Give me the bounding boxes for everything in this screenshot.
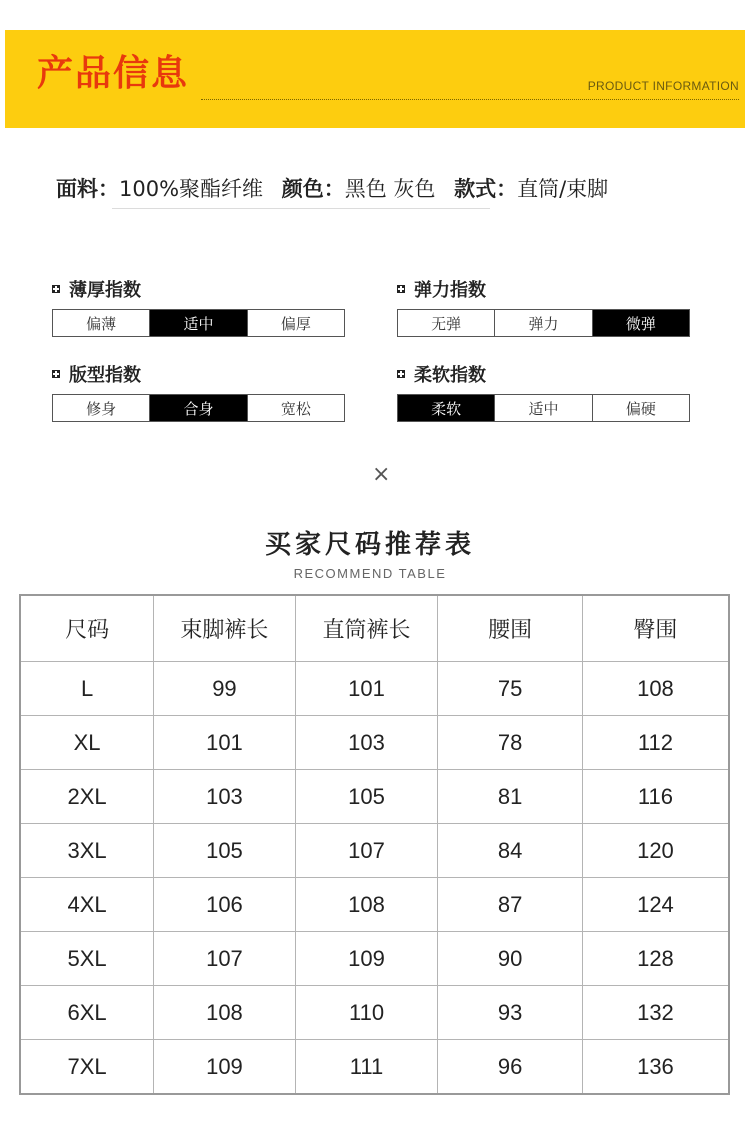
table-cell: 93 (438, 986, 583, 1040)
table-cell: 112 (582, 716, 729, 770)
fit-option: 宽松 (247, 395, 344, 421)
table-cell: 5XL (20, 932, 154, 986)
softness-index-label: 柔软指数 (414, 365, 486, 386)
thickness-option: 偏薄 (86, 314, 117, 333)
thickness-index-label: 薄厚指数 (69, 280, 141, 301)
table-cell: XL (20, 716, 154, 770)
softness-index (397, 362, 690, 422)
table-cell: 6XL (20, 986, 154, 1040)
table-cell: 108 (582, 662, 729, 716)
table-cell: 105 (295, 770, 438, 824)
table-cell: 132 (582, 986, 729, 1040)
table-cell: L (20, 662, 154, 716)
table-cell: 103 (295, 716, 438, 770)
table-cell: 84 (438, 824, 583, 878)
fit-index (52, 362, 345, 422)
fabric-label: 面料： (56, 177, 119, 201)
thickness-option: 偏厚 (247, 310, 344, 336)
table-cell: 128 (582, 932, 729, 986)
table-cell: 116 (582, 770, 729, 824)
header-size: 尺码 (20, 595, 154, 662)
table-row (20, 824, 729, 878)
elasticity-index (397, 277, 690, 337)
softness-option: 偏硬 (592, 395, 689, 421)
table-cell: 75 (438, 662, 583, 716)
table-cell: 136 (582, 1040, 729, 1095)
table-cell: 7XL (20, 1040, 154, 1095)
fit-option: 修身 (86, 399, 117, 418)
banner-title: 产品信息 (37, 53, 190, 94)
table-cell: 87 (438, 878, 583, 932)
elasticity-option: 无弹 (431, 314, 462, 333)
table-cell: 4XL (20, 878, 154, 932)
fit-option: 合身 (149, 395, 246, 421)
table-cell: 2XL (20, 770, 154, 824)
table-cell: 96 (438, 1040, 583, 1095)
softness-option: 柔软 (398, 395, 494, 421)
table-cell: 120 (582, 824, 729, 878)
header-straight-length: 直筒裤长 (295, 595, 438, 662)
color-value: 黑色 灰色 (344, 177, 436, 201)
table-cell: 110 (295, 986, 438, 1040)
table-row (20, 662, 729, 716)
table-cell: 99 (154, 662, 296, 716)
table-cell: 109 (154, 1040, 296, 1095)
thickness-index (52, 277, 345, 337)
table-cell: 105 (154, 824, 296, 878)
size-table (19, 594, 730, 1095)
recommend-title: 买家尺码推荐表 (264, 530, 475, 560)
specs-underline (112, 208, 490, 209)
table-cell: 90 (438, 932, 583, 986)
style-label: 款式： (454, 177, 518, 201)
fabric-value: 100%聚酯纤维 (119, 177, 264, 201)
table-cell: 107 (154, 932, 296, 986)
table-row (20, 1040, 729, 1095)
plus-square-icon (397, 370, 405, 378)
plus-square-icon (397, 285, 405, 293)
table-cell: 81 (438, 770, 583, 824)
header-hip: 臀围 (582, 595, 729, 662)
table-row (20, 986, 729, 1040)
color-label: 颜色： (281, 177, 345, 201)
table-cell: 101 (154, 716, 296, 770)
softness-scale (397, 394, 690, 422)
times-symbol: × (372, 462, 391, 487)
fit-index-label: 版型指数 (69, 365, 141, 386)
table-cell: 109 (295, 932, 438, 986)
fit-scale (52, 394, 345, 422)
table-cell: 3XL (20, 824, 154, 878)
table-cell: 108 (295, 878, 438, 932)
size-table-header-row (20, 595, 729, 662)
elasticity-option: 弹力 (494, 310, 591, 336)
table-cell: 111 (295, 1040, 438, 1095)
table-cell: 103 (154, 770, 296, 824)
table-cell: 124 (582, 878, 729, 932)
table-cell: 106 (154, 878, 296, 932)
table-row (20, 932, 729, 986)
thickness-scale (52, 309, 345, 337)
style-value: 直筒/束脚 (517, 177, 609, 201)
elasticity-index-label: 弹力指数 (414, 280, 486, 301)
table-row (20, 878, 729, 932)
header-waist: 腰围 (438, 595, 583, 662)
table-cell: 78 (438, 716, 583, 770)
thickness-option: 适中 (149, 310, 246, 336)
table-row (20, 770, 729, 824)
product-specs (56, 174, 608, 204)
recommend-subtitle: RECOMMEND TABLE (293, 566, 447, 581)
table-cell: 107 (295, 824, 438, 878)
table-row (20, 716, 729, 770)
elasticity-scale (397, 309, 690, 337)
plus-square-icon (52, 285, 60, 293)
header-tapered-length: 束脚裤长 (154, 595, 296, 662)
table-cell: 108 (154, 986, 296, 1040)
product-info-banner (5, 30, 745, 128)
banner-subtitle: PRODUCT INFORMATION (587, 79, 739, 93)
softness-option: 适中 (494, 395, 591, 421)
elasticity-option: 微弹 (592, 310, 689, 336)
banner-dotted-line (201, 99, 739, 100)
plus-square-icon (52, 370, 60, 378)
table-cell: 101 (295, 662, 438, 716)
